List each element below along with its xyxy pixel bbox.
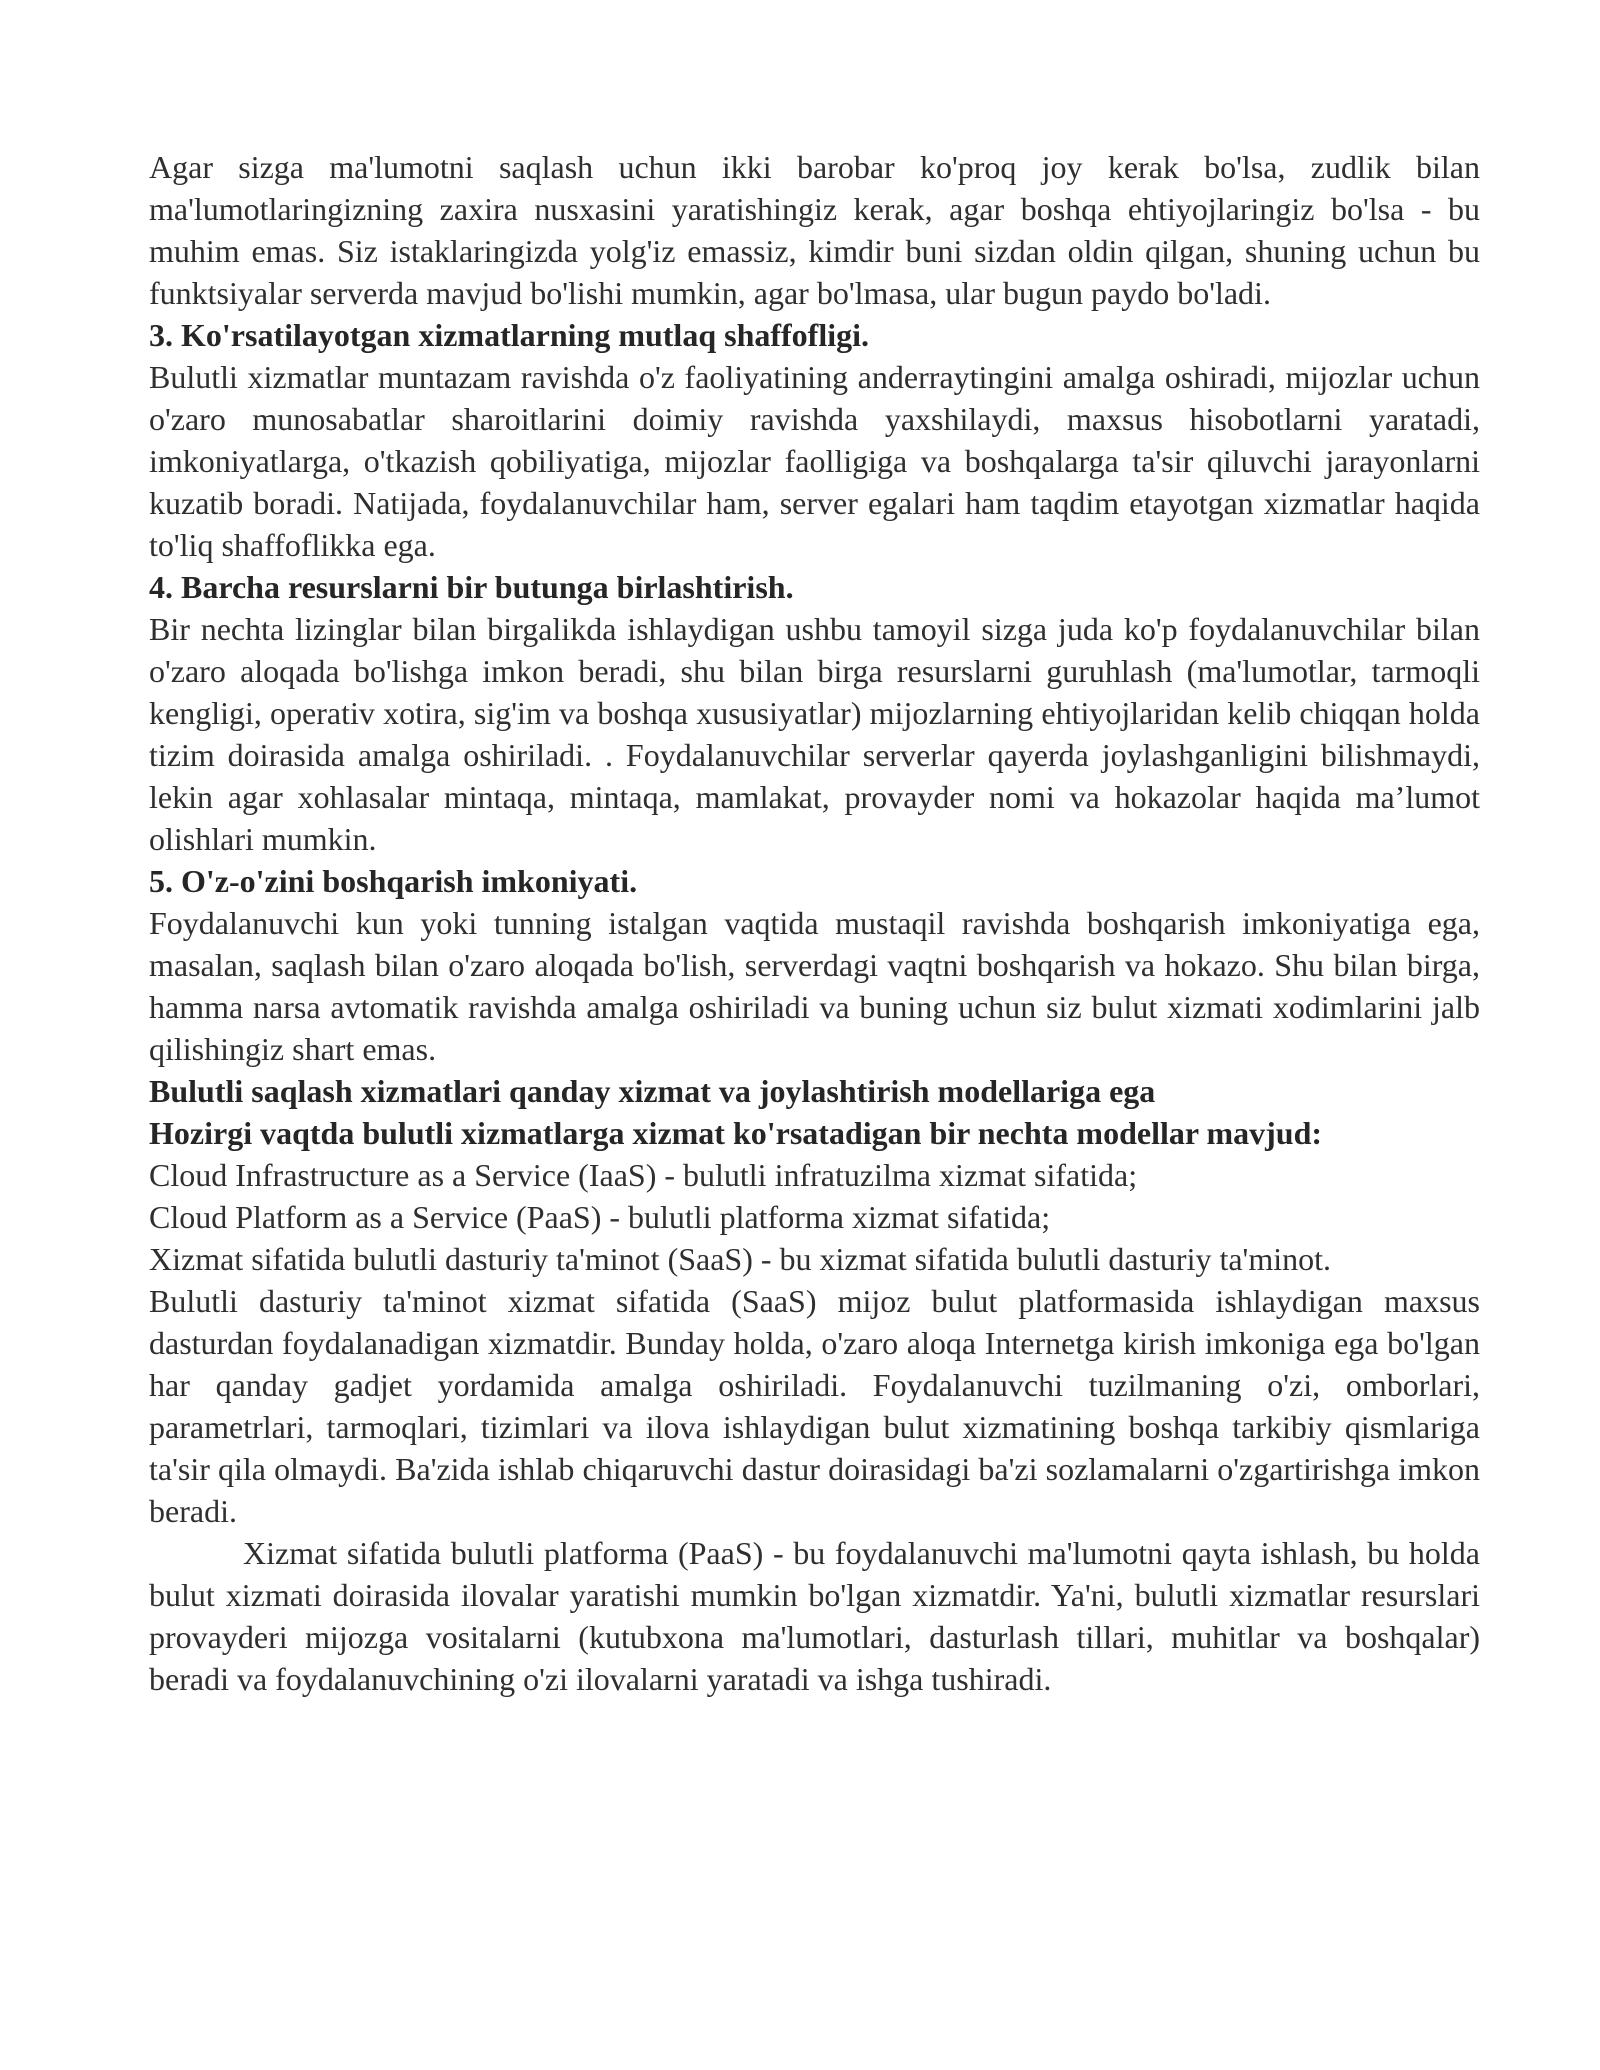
heading-resource-pooling: 4. Barcha resurslarni bir butunga birlashtirish. xyxy=(149,569,794,605)
paragraph-resource-pooling: Bir nechta lizinglar bilan birgalikda ishlaydigan ushbu tamoyil sizga juda ko'p foydalanuvchilar bilan o'zaro aloqada bo'lishga imkon beradi, shu bilan birga resurslarni guruhlash (ma'lumotlar, tarmoqli kengligi, operativ xotira, sig'im va boshqa xususiyatlar) mijozlarning ehtiyojlaridan kelib chiqqan holda tizim doirasida amalga oshiriladi. . Foydalanuvchilar serverlar qayerda joylashganligini bilishmaydi, lekin agar xohlasalar mintaqa, mintaqa, mamlakat, provayder nomi va hokazolar haqida ma’lumot olishlari mumkin. xyxy=(149,611,1480,857)
heading-models-available: Hozirgi vaqtda bulutli xizmatlarga xizmat ko'rsatadigan bir nechta modellar mavjud: xyxy=(149,1115,1323,1151)
list-item-saas: Xizmat sifatida bulutli dasturiy ta'minot (SaaS) - bu xizmat sifatida bulutli dasturiy ta'minot. xyxy=(149,1241,1331,1277)
heading-transparency: 3. Ko'rsatilayotgan xizmatlarning mutlaq shaffofligi. xyxy=(149,317,869,353)
paragraph-transparency: Bulutli xizmatlar muntazam ravishda o'z faoliyatining anderraytingini amalga oshiradi, mijozlar uchun o'zaro munosabatlar sharoitlarini doimiy ravishda yaxshilaydi, maxsus hisobotlarni yaratadi, imkoniyatlarga, o'tkazish qobiliyatiga, mijozlar faolligiga va boshqalarga ta'sir qiluvchi jarayonlarni kuzatib boradi. Natijada, foydalanuvchilar ham, server egalari ham taqdim etayotgan xizmatlar haqida to'liq shaffoflikka ega. xyxy=(149,359,1480,563)
paragraph-self-service: Foydalanuvchi kun yoki tunning istalgan vaqtida mustaqil ravishda boshqarish imkoniyatiga ega, masalan, saqlash bilan o'zaro aloqada bo'lish, serverdagi vaqtni boshqarish va hokazo. Shu bilan birga, hamma narsa avtomatik ravishda amalga oshiriladi va buning uchun siz bulut xizmati xodimlarini jalb qilishingiz shart emas. xyxy=(149,905,1480,1067)
heading-service-models: Bulutli saqlash xizmatlari qanday xizmat va joylashtirish modellariga ega xyxy=(149,1073,1156,1109)
list-item-iaas: Cloud Infrastructure as a Service (IaaS) - bulutli infratuzilma xizmat sifatida; xyxy=(149,1157,1138,1193)
document-page xyxy=(149,146,1480,1700)
paragraph-paas: Xizmat sifatida bulutli platforma (PaaS) - bu foydalanuvchi ma'lumotni qayta ishlash, bu holda bulut xizmati doirasida ilovalar yaratishi mumkin bo'lgan xizmatdir. Ya'ni, bulutli xizmatlar resurslari provayderi mijozga vositalarni (kutubxona ma'lumotlari, dasturlash tillari, muhitlar va boshqalar) beradi va foydalanuvchining o'zi ilovalarni yaratadi va ishga tushiradi. xyxy=(149,1535,1480,1697)
list-item-paas: Cloud Platform as a Service (PaaS) - bulutli platforma xizmat sifatida; xyxy=(149,1199,1051,1235)
heading-self-service: 5. O'z-o'zini boshqarish imkoniyati. xyxy=(149,863,638,899)
paragraph-saas: Bulutli dasturiy ta'minot xizmat sifatida (SaaS) mijoz bulut platformasida ishlaydigan maxsus dasturdan foydalanadigan xizmatdir. Bunday holda, o'zaro aloqa Internetga kirish imkoniga ega bo'lgan har qanday gadjet yordamida amalga oshiriladi. Foydalanuvchi tuzilmaning o'zi, omborlari, parametrlari, tarmoqlari, tizimlari va ilova ishlaydigan bulut xizmatining boshqa tarkibiy qismlariga ta'sir qila olmaydi. Ba'zida ishlab chiqaruvchi dastur doirasidagi ba'zi sozlamalarni o'zgartirishga imkon beradi. xyxy=(149,1283,1480,1529)
paragraph-storage-backup: Agar sizga ma'lumotni saqlash uchun ikki barobar ko'proq joy kerak bo'lsa, zudlik bilan ma'lumotlaringizning zaxira nusxasini yaratishingiz kerak, agar boshqa ehtiyojlaringiz bo'lsa - bu muhim emas. Siz istaklaringizda yolg'iz emassiz, kimdir buni sizdan oldin qilgan, shuning uchun bu funktsiyalar serverda mavjud bo'lishi mumkin, agar bo'lmasa, ular bugun paydo bo'ladi. xyxy=(149,149,1480,311)
